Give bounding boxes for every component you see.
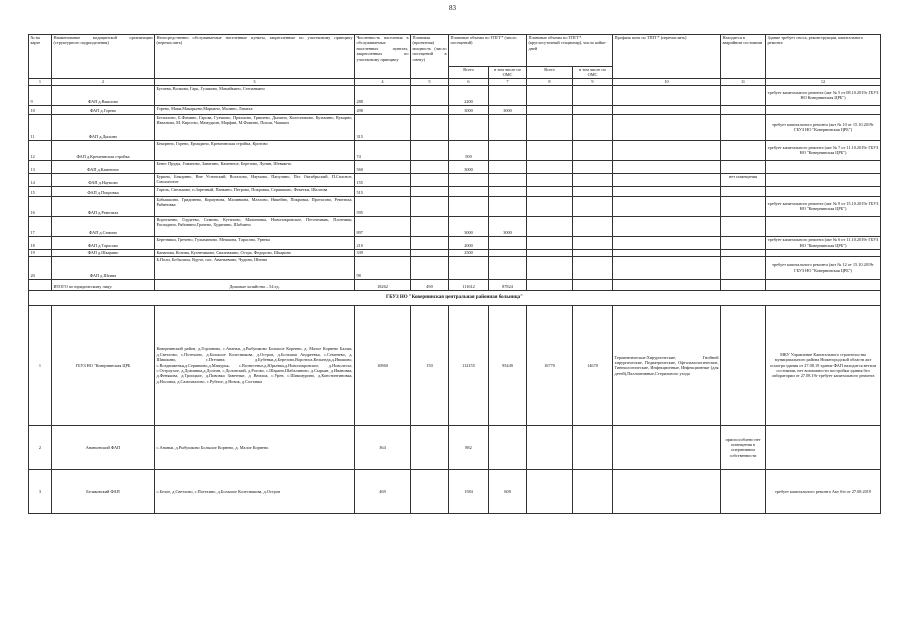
facility-name: Ананьевский ФАП <box>52 425 155 469</box>
bed-profile <box>613 160 721 173</box>
visits-total <box>449 114 489 140</box>
bed-profile <box>613 425 721 469</box>
facility-name: ФАП д.Каменное <box>52 160 155 173</box>
beds-total <box>527 114 573 140</box>
population: 10860 <box>355 305 411 425</box>
row-number: 9 <box>29 85 52 105</box>
repair-status: требует капитального ремонта (акт № 7 от 11.10.2019г ГБУЗ НО "Ковернинская ЦРБ") <box>766 140 881 160</box>
total-population: 18262 <box>355 279 411 290</box>
visits-oms <box>489 425 527 469</box>
beds-total <box>527 160 573 173</box>
bed-profile <box>613 114 721 140</box>
population: 469 <box>355 469 411 513</box>
section-header <box>29 290 881 305</box>
table-row <box>29 469 881 513</box>
emergency-status <box>721 114 766 140</box>
row-number: 16 <box>29 196 52 216</box>
table-row <box>29 186 881 196</box>
bed-profile <box>613 236 721 249</box>
header-capacity: Плановая (проектная) мощность (число посещений в смену) <box>411 35 449 79</box>
bed-profile: Терапевтические:Хирургические, Гнойной хирургические, Педиатрические, Офтальмологические, Гинекологические, Инфекционные, Инфекционные (для детей),Паллиативные,Стерильного ухода <box>613 305 721 425</box>
repair-status <box>766 425 881 469</box>
population: 98 <box>355 256 411 279</box>
visits-total: 2200 <box>449 85 489 105</box>
table-row <box>29 173 881 186</box>
settlements: Бурино, Бекорнно, Вне Устинский, Вогалово, Наумово, Папулино, Пес Октябрьский, П.Спасное, Смольноеот <box>155 173 355 186</box>
row-number: 10 <box>29 105 52 114</box>
emergency-status <box>721 216 766 236</box>
settlements: Бенес Пруды, Гоманово, Заватино, Каменное, Березово, Лунин, Шевякеть <box>155 160 355 173</box>
visits-oms <box>489 236 527 249</box>
repair-status <box>766 105 881 114</box>
row-number: 19 <box>29 249 52 256</box>
settlements: Березники, Гречено, Гулыманово. Мешкова, Тарасово, Урвека <box>155 236 355 249</box>
row-number: 14 <box>29 173 52 186</box>
beds-oms <box>573 236 613 249</box>
table-row <box>29 114 881 140</box>
row-number: 1 <box>29 305 52 425</box>
population: 288 <box>355 85 411 105</box>
beds-oms <box>573 173 613 186</box>
capacity <box>411 160 449 173</box>
visits-total: 2500 <box>449 249 489 256</box>
beds-total <box>527 236 573 249</box>
visits-oms <box>489 114 527 140</box>
header-organization: Наименование медицинской организации (структурного подразделения) <box>52 35 155 79</box>
table-header <box>29 35 881 86</box>
settlements: Б.Поли, Бобылиха, Вдуче, пос. Ананьевино, Чудино, Шеина <box>155 256 355 279</box>
beds-total <box>527 85 573 105</box>
visits-oms: 3000 <box>489 216 527 236</box>
emergency-status <box>721 249 766 256</box>
capacity <box>411 186 449 196</box>
visits-total <box>449 196 489 216</box>
capacity <box>411 469 449 513</box>
table-row <box>29 256 881 279</box>
facility-name: ГБУЗ НО "Ковернинская ЦРБ <box>52 305 155 425</box>
table-body-part2 <box>29 305 881 513</box>
table-row <box>29 425 881 469</box>
bed-profile <box>613 85 721 105</box>
settlements: Беспалово, Б.Фамино, Гарова, Гузчково, Пральино, Гришево, Дыхино, Колесниково, Кузьмино, Вукарно, Ивахнова, М. Кирсово, Мамудкин, Марфин, М.Фамино, Пиоля, Чашкин <box>155 114 355 140</box>
header-bed-days: Плановые объемы по ТПГГ* (круглосуточный стационар), число койко-дней <box>527 35 613 67</box>
settlements: с.Ананьи, д.Рыбушково Большое Корнево, д. Малое Корнево. <box>155 425 355 469</box>
facilities-table <box>28 34 881 514</box>
bed-profile <box>613 249 721 256</box>
section-title: ГБУЗ НО "Ковернинская центральная районная больница" <box>29 290 881 305</box>
visits-total: 882 <box>449 425 489 469</box>
capacity <box>411 140 449 160</box>
settlements: Бабышкино, Гридинево, Кориунова, Малинкова, Мазлово, Никейно, Покровка, Протасово, Ремезиха, Рябиновка <box>155 196 355 216</box>
visits-oms <box>489 85 527 105</box>
beds-total <box>527 256 573 279</box>
total-households: Домовые хозяйства – 54 ед. <box>155 279 355 290</box>
beds-oms <box>573 85 613 105</box>
beds-oms <box>573 114 613 140</box>
row-number: 17 <box>29 216 52 236</box>
population: 210 <box>355 236 411 249</box>
header-map-number: № на карте <box>29 35 52 79</box>
population: 560 <box>355 160 411 173</box>
emergency-status <box>721 236 766 249</box>
population: 339 <box>355 249 411 256</box>
emergency-status <box>721 305 766 425</box>
visits-total <box>449 186 489 196</box>
beds-total <box>527 249 573 256</box>
facility-name: ФАП д.Шкарино <box>52 249 155 256</box>
visits-oms <box>489 140 527 160</box>
bed-profile <box>613 186 721 196</box>
visits-total: 3000 <box>449 216 489 236</box>
beds-total <box>527 105 573 114</box>
header-emergency: Находится в аварийном состоянии <box>721 35 766 79</box>
table-body-part1 <box>29 85 881 279</box>
population: 515 <box>355 186 411 196</box>
visits-oms: 95449 <box>489 305 527 425</box>
beds-oms: 14670 <box>573 305 613 425</box>
row-number: 12 <box>29 140 52 160</box>
row-number: 11 <box>29 114 52 140</box>
visits-oms <box>489 160 527 173</box>
header-repair: Здание требует сноса, реконструкции, капитального ремонта <box>766 35 881 79</box>
visits-oms: 608 <box>489 469 527 513</box>
bed-profile <box>613 469 721 513</box>
repair-status: требует капитального ремонта (акт № 9 от 15.10.2019г ГБУЗ НО "Ковернинская ЦРБ") <box>766 196 881 216</box>
settlements: Горево, Маки,Макарьево,Марьино, Малино, Лимеха <box>155 105 355 114</box>
capacity <box>411 256 449 279</box>
capacity: 150 <box>411 305 449 425</box>
emergency-status <box>721 196 766 216</box>
beds-oms <box>573 256 613 279</box>
capacity <box>411 114 449 140</box>
beds-oms <box>573 216 613 236</box>
beds-total <box>527 140 573 160</box>
population: 364 <box>355 425 411 469</box>
beds-oms <box>573 249 613 256</box>
emergency-status: нет помещения <box>721 173 766 186</box>
repair-status: МКУ Управление Капитального строительства муниципального района Нижегородской области акт осмотра здания от 27.08.19 здание ФАП находится ветхом состоянии, нет возможности постройки здания бел лаборатории от 27.08.19г требует капитального ремонта <box>766 305 881 425</box>
repair-status: требует капитального ремонта (акт № 10 от 15.10.2019г ГБУЗ НО "Ковернинская ЦРБ") <box>766 114 881 140</box>
header-beds-oms: в том числе по ОМС <box>573 67 613 79</box>
capacity <box>411 216 449 236</box>
capacity <box>411 425 449 469</box>
bed-profile <box>613 105 721 114</box>
row-number: 20 <box>29 256 52 279</box>
facility-name: ФАП д.Кремеинская стройка <box>52 140 155 160</box>
beds-total: 16770 <box>527 305 573 425</box>
total-visits: 111612 <box>449 279 489 290</box>
settlements: Гарель, Свельково, п.Заречный, Панкино, Петрово, Покровка, Серяшково, Фекетки, Шалгова <box>155 186 355 196</box>
total-capacity: 490 <box>411 279 449 290</box>
population: 897 <box>355 216 411 236</box>
facility-name: ФАП д.Наумово <box>52 173 155 186</box>
visits-oms <box>489 249 527 256</box>
row-number: 2 <box>29 425 52 469</box>
facility-name: ФАП д.Дыхино <box>52 114 155 140</box>
table-row <box>29 196 881 216</box>
settlements: Воротынно, Гордеево, Семино, Кутилово, Малиновка, Новопокровское, Песочникиь, Плотники, Распадино, Рябинино,Грачево, Худинино, Шаблино <box>155 216 355 236</box>
population: 595 <box>355 196 411 216</box>
table-row <box>29 249 881 256</box>
settlements: Бутаева, Волкова, Гарь, Гуляково, Мамайкино, Степанкино <box>155 85 355 105</box>
table-row <box>29 85 881 105</box>
beds-total <box>527 216 573 236</box>
population: 155 <box>355 173 411 186</box>
bed-profile <box>613 256 721 279</box>
emergency-status <box>721 469 766 513</box>
facility-name: Беляковский ФАП <box>52 469 155 513</box>
settlements: Кананова, Козина, Кузнечиково, Сваливкино, Остра, Федорово, Шкарино <box>155 249 355 256</box>
table-row <box>29 305 881 425</box>
beds-total <box>527 469 573 513</box>
emergency-status <box>721 256 766 279</box>
emergency-status <box>721 160 766 173</box>
facility-name: ФАП д.Выксино <box>52 85 155 105</box>
table-row <box>29 236 881 249</box>
repair-status: требует капитального ремонта (акт № 5 от 08.10.2019г ГБУЗ НО Ковернинская ЦРБ") <box>766 85 881 105</box>
header-visits: Плановые объемы по ТПГГ* (число посещений) <box>449 35 527 67</box>
row-number: 3 <box>29 469 52 513</box>
row-number: 18 <box>29 236 52 249</box>
visits-total <box>449 256 489 279</box>
emergency-status <box>721 140 766 160</box>
repair-status <box>766 160 881 173</box>
settlements: с.Белое, д.Светлово, с.Потехино, д.Большое Колесникова, д.Остров <box>155 469 355 513</box>
visits-total <box>449 173 489 186</box>
beds-total <box>527 196 573 216</box>
bed-profile <box>613 216 721 236</box>
facility-name: ФАП д.Тарасово <box>52 236 155 249</box>
visits-total: 3000 <box>449 105 489 114</box>
table-row <box>29 105 881 114</box>
header-beds-total: Всего <box>527 67 573 79</box>
settlements: Ковернинский район, д.Горланово, с.Ананьи, д.Рыбушково Большое Корнево, д. Малое Корнево Балык, д.Светлово, с.Потехино, д.Большое Колесникова, д.Остров, д.Большая Андреевка, с.Семенево, д. Шишкино, с.Птечина; д.Бубенки,д.Березово,Воротиса,Кельнеда,д.Ивашово, с.Воздвиженья,д.Серянково,д.Мамурья, с.Вознесенье,д.Юрьевка,д.Новопокровское, д.Новолесье, с.Остроухое, д.Докчинка,д.Долгин, с.Долонский, д.Рогово, с.Шарано,Шабалиново, д.Сырьян, д.Ивановка, д.Фенякова, д.Троицкое, д.Пивовка Заветные, д Вемлиа, с.Урен, с.Шишмурино, д.Констинтиновка, д.Носовка, д.Самохвалово, с.Рубное, д.Новок, д.Солтавка <box>155 305 355 425</box>
facility-name: ФАП д.Покровка <box>52 186 155 196</box>
table-row <box>29 216 881 236</box>
visits-total: 112155 <box>449 305 489 425</box>
total-visits-oms: 87824 <box>489 279 527 290</box>
bed-profile <box>613 196 721 216</box>
beds-total <box>527 173 573 186</box>
emergency-status <box>721 105 766 114</box>
facility-name: ФАП д.Семино <box>52 216 155 236</box>
repair-status <box>766 216 881 236</box>
page-number: 83 <box>449 4 456 12</box>
beds-oms <box>573 160 613 173</box>
beds-oms <box>573 186 613 196</box>
header-bed-profile: Профиль коек по ТПГГ* (перечислить) <box>613 35 721 79</box>
column-numbers: 1 2 3 4 5 6 7 8 9 10 11 12 <box>29 78 881 85</box>
emergency-status: приспособлено нет помещения в оперативном собственности <box>721 425 766 469</box>
beds-oms <box>573 140 613 160</box>
capacity <box>411 173 449 186</box>
beds-total <box>527 186 573 196</box>
beds-total <box>527 425 573 469</box>
capacity <box>411 236 449 249</box>
visits-total: 1584 <box>449 469 489 513</box>
visits-total: 500 <box>449 140 489 160</box>
header-population: Численность населения в обслуживаемых населенных пунктах, закрепленных по участковому принципу <box>355 35 411 79</box>
population: 315 <box>355 114 411 140</box>
visits-oms <box>489 256 527 279</box>
population: 74 <box>355 140 411 160</box>
facility-name: ФАП д.Шеина <box>52 256 155 279</box>
population: 498 <box>355 105 411 114</box>
visits-oms: 3000 <box>489 105 527 114</box>
repair-status: требует капитального ремонта (акт № 12 от 15.10.2019г ГБУЗ НО "Ковернинская ЦРБ") <box>766 256 881 279</box>
repair-status: требует капитального ремонта (акт № 6 от 11.10.2019г ГБУЗ НО "Ковернинская ЦРБ") <box>766 236 881 249</box>
total-label: ИТОГО по юридическому лицу: <box>52 279 155 290</box>
visits-oms <box>489 173 527 186</box>
bed-profile <box>613 140 721 160</box>
table-row <box>29 140 881 160</box>
emergency-status <box>721 85 766 105</box>
table-total <box>29 279 881 305</box>
visits-oms <box>489 186 527 196</box>
beds-oms <box>573 425 613 469</box>
visits-total: 3000 <box>449 160 489 173</box>
capacity <box>411 85 449 105</box>
beds-oms <box>573 196 613 216</box>
header-visits-oms: в том числе по ОМС <box>489 67 527 79</box>
facility-name: ФАП д.Горево <box>52 105 155 114</box>
repair-status <box>766 249 881 256</box>
table-row <box>29 160 881 173</box>
settlements: Бекорнно, Горево, Ермадино, Кремеинская стройка, Кротово <box>155 140 355 160</box>
repair-status: требует капитального ремонта Акт б/н от 27.08.2019 <box>766 469 881 513</box>
repair-status <box>766 173 881 186</box>
row-number: 13 <box>29 160 52 173</box>
capacity <box>411 105 449 114</box>
capacity <box>411 196 449 216</box>
header-settlements: Непосредственно обслуживаемые населенные пункты, закрепленные по участковому принципу (перечислить) <box>155 35 355 79</box>
beds-oms <box>573 105 613 114</box>
bed-profile <box>613 173 721 186</box>
facility-name: ФАП д.Ремезиха <box>52 196 155 216</box>
row-number: 15 <box>29 186 52 196</box>
visits-oms <box>489 196 527 216</box>
beds-oms <box>573 469 613 513</box>
emergency-status <box>721 186 766 196</box>
capacity <box>411 249 449 256</box>
header-visits-total: Всего <box>449 67 489 79</box>
repair-status <box>766 186 881 196</box>
visits-total: 2000 <box>449 236 489 249</box>
